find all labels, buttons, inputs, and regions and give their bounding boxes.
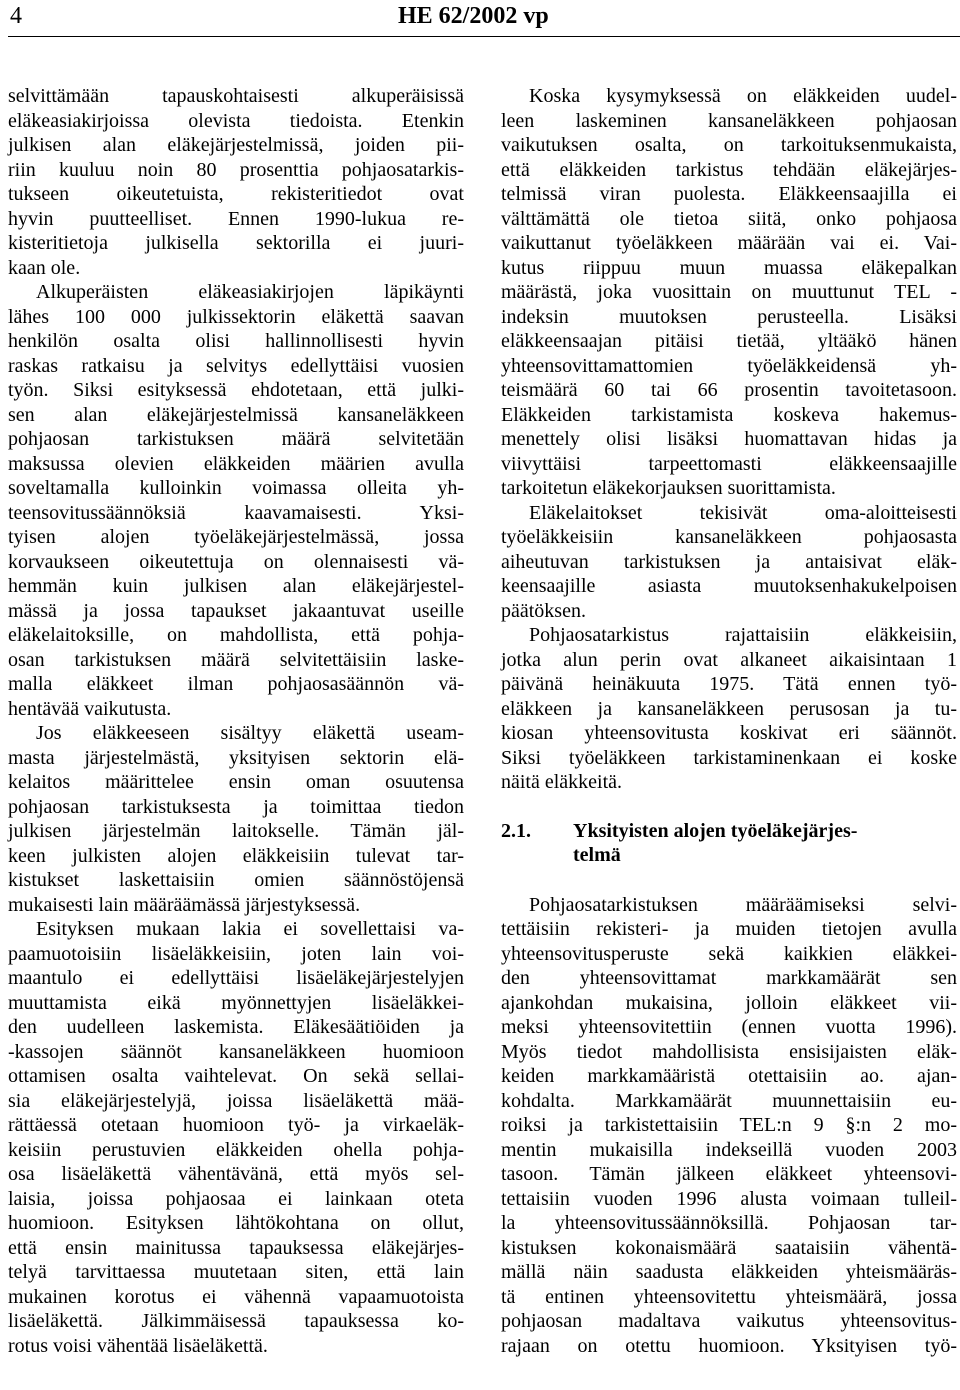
text-line: la yhteensovitussäännöksillä. Pohjaosan tar- <box>501 1212 957 1234</box>
text-line: vaikutuksen osalta, on tarkoituksenmukaista, <box>501 134 957 156</box>
text-line: lisäeläkettä. Jälkimmäisessä tapauksessa ko- <box>8 1310 464 1332</box>
text-line: teismäärä 60 tai 66 prosentin tavoitetasoon. <box>501 379 957 401</box>
text-line: henkilön osalta olisi hallinnollisesti hyvin <box>8 330 464 352</box>
text-line: raskas ratkaisu ja selvitys edellyttäisi vuosien <box>8 354 464 377</box>
text-line: pohjaosan madaltava vaikutus yhteensovitus- <box>501 1310 957 1332</box>
text-line: paamuotoisiin lisäeläkkeisiin, joten lain voi- <box>8 942 464 965</box>
text-line: tarkoitetun eläkekorjauksen suorittamista. <box>501 477 836 499</box>
text-line: keiden markkamääristä otettaisiin ao. ajan- <box>501 1065 957 1087</box>
text-line: telyä tarvittaessa muutetaan siten, että lain <box>8 1261 464 1283</box>
section-title-line: telmä <box>573 844 621 866</box>
text-line: malla eläkkeet ilman pohjaosasäännön vä- <box>8 673 464 695</box>
text-line: menettely olisi lisäksi huomattavan hidas ja <box>501 428 957 450</box>
text-line: Alkuperäisten eläkeasiakirjojen läpikäynti <box>36 281 464 303</box>
text-line: rajaan on otettu huomioon. Yksityisen työ- <box>501 1334 957 1357</box>
text-line: julkisen järjestelmän laitokselle. Tämän jäl- <box>8 820 464 842</box>
text-line: mässä ja jossa tapaukset jakaantuvat useille <box>8 599 464 622</box>
text-line: mällä näin saadusta eläkkeiden yhteismääräs- <box>501 1261 957 1283</box>
text-line: Eläkelaitokset tekisivät oma-aloitteisesti <box>529 501 957 524</box>
text-line: den uudelleen laskemista. Eläkesäätiöiden ja <box>8 1016 464 1038</box>
text-line: Pohjaosatarkistuksen määräämiseksi selvi- <box>529 893 957 916</box>
text-line: vaikuttanut työeläkkeen määrään vai ei. Vai- <box>501 232 957 254</box>
text-line: huomioon. Esityksen lähtökohtana on ollut, <box>8 1212 464 1234</box>
text-line: kelaitos määrittelee ensin oman osuutensa <box>8 771 464 793</box>
header-rule <box>8 36 960 37</box>
text-line: ajankohdan mukaisina, jolloin eläkkeet vii- <box>501 991 957 1014</box>
section-heading <box>501 819 957 868</box>
text-line: välttämättä ole tietoa siitä, onko pohjaosa <box>501 207 957 230</box>
text-line: meksi yhteensovitettiin (ennen vuotta 1996). <box>501 1016 957 1038</box>
text-line: työn. Siksi esityksessä ehdotetaan, että julki- <box>8 379 464 401</box>
text-line: telmissä viran puolesta. Eläkkeensaajilla ei <box>501 183 957 205</box>
text-line: tettäisiin rekisteri- ja muiden tietojen avulla <box>501 918 957 940</box>
text-line: että ensin mainitussa tapauksessa eläkejärjes- <box>8 1236 464 1259</box>
text-line: sen alan eläkejärjestelmissä kansaneläkkeen <box>8 403 464 426</box>
text-line: päätöksen. <box>501 599 586 622</box>
text-line: Esityksen mukaan lakia ei sovellettaisi va- <box>36 918 464 940</box>
right-column <box>501 84 957 1358</box>
text-line: rotus voisi vähentää lisäeläkettä. <box>8 1334 268 1357</box>
section-paragraphs <box>501 893 957 1359</box>
text-line: päivänä heinäkuuta 1975. Tätä ennen työ- <box>501 673 957 695</box>
text-line: määrästä, joka vuosittain on muuttunut TEL - <box>501 281 957 303</box>
text-line: lähes 100 000 julkissektorin eläkettä saavan <box>8 305 464 328</box>
text-line: mentin mukaisilla indekseillä vuoden 2003 <box>501 1138 957 1161</box>
text-line: pohjaosan tarkistuksen määrä selvitetään <box>8 428 464 450</box>
text-line: maantulo ei edellyttäisi lisäeläkejärjestelyjen <box>8 967 464 989</box>
text-line: laisia, joissa pohjaosaa ei lainkaan oteta <box>8 1187 464 1210</box>
text-line: kistukset laskettaisiin omien säännöstöjensä <box>8 869 464 891</box>
text-line: selvittämään tapauskohtaisesti alkuperäisissä <box>8 85 464 107</box>
text-line: Pohjaosatarkistus rajattaisiin eläkkeisiin, <box>529 624 957 646</box>
text-line: sia eläkejärjestelyjä, joissa lisäeläkettä mää- <box>8 1089 464 1112</box>
text-line: julkisen alan eläkejärjestelmissä, joiden pii- <box>8 134 464 156</box>
text-line: Siksi työeläkkeen tarkistaminenkaan ei koske <box>501 746 957 769</box>
text-line: yhteensovittamattomien työeläkkeidensä yh- <box>501 354 957 377</box>
text-line: leen laskeminen kansaneläkkeen pohjaosan <box>501 109 957 132</box>
page-header <box>0 0 960 40</box>
text-line: tä entinen yhteensovitettu yhteismäärä, jossa <box>501 1285 957 1308</box>
text-line: Jos eläkkeeseen sisältyy eläkettä useam- <box>36 722 464 744</box>
text-line: eläkkeen ja kansaneläkkeen perusosan ja tu- <box>501 697 957 720</box>
text-line: eläkkeensaajan pitäisi tietää, yltääkö hänen <box>501 330 957 352</box>
text-line: kohdalta. Markkamäärät muunnettaisiin eu- <box>501 1089 957 1112</box>
text-line: indeksin muutoksen perusteella. Lisäksi <box>501 305 957 328</box>
section-spacer-top <box>501 795 957 819</box>
text-line: tettaisiin vuoden 1996 alusta voimaan tulleil- <box>501 1187 957 1210</box>
text-line: keen julkisten alojen eläkkeisiin tulevat tar- <box>8 844 464 867</box>
text-line: riin kuuluu noin 80 prosenttia pohjaosatarkis- <box>8 158 464 181</box>
text-line: kisteritietoja julkisella sektorilla ei juuri- <box>8 232 464 254</box>
text-line: tyisen alojen työeläkejärjestelmässä, jossa <box>8 526 464 548</box>
text-line: eläkelaitoksille, on mahdollista, että pohja- <box>8 624 464 646</box>
text-line: hyvin puutteelliset. Ennen 1990-lukua re- <box>8 207 464 230</box>
section-title <box>573 819 953 868</box>
text-line: Eläkkeiden tarkistamista koskeva hakemus- <box>501 403 957 426</box>
text-line: mukaisesti lain määräämässä järjestyksessä. <box>8 893 361 916</box>
section-number: 2.1. <box>501 819 531 842</box>
text-line: maksussa olevien eläkkeiden määrien avulla <box>8 452 464 475</box>
text-line: kaan ole. <box>8 256 81 279</box>
text-line: Myös tiedot mahdollisista ensisijaisten eläk- <box>501 1040 957 1063</box>
text-line: den yhteensovittamat markkamäärät sen <box>501 967 957 989</box>
left-column <box>8 84 464 1358</box>
text-line: osa lisäeläkettä vähentävänä, että myös sel- <box>8 1163 464 1185</box>
text-line: eläkeasiakirjoissa olevista tiedoista. Etenkin <box>8 109 464 132</box>
text-line: tasoon. Tämän jälkeen eläkkeet yhteensovi- <box>501 1163 957 1185</box>
text-line: Koska kysymyksessä on eläkkeiden uudel- <box>529 85 957 107</box>
text-line: aiheutuvan tarkistuksen ja antaisivat eläk- <box>501 550 957 573</box>
text-line: teensovitussäännöksiä kaavamaisesti. Yksi- <box>8 501 464 524</box>
right-column-paragraphs <box>501 84 957 795</box>
text-line: muuttamista eikä myönnettyjen lisäeläkkei- <box>8 991 464 1014</box>
text-line: kutus riippuu muun muassa eläkepalkan <box>501 256 957 279</box>
section-spacer-bottom <box>501 868 957 893</box>
text-line: tukseen oikeutetuista, rekisteritiedot ovat <box>8 183 464 205</box>
text-line: -kassojen säännöt kansaneläkkeen huomioon <box>8 1040 464 1063</box>
text-line: ottamisen osalta vaihtelevat. On sekä sellai- <box>8 1065 464 1087</box>
text-line: osan tarkistuksen määrä selvitettäisiin laske- <box>8 648 464 671</box>
text-line: keisiin perustuvien eläkkeiden ohella pohja- <box>8 1138 464 1161</box>
text-line: näitä eläkkeitä. <box>501 771 623 793</box>
document-id: HE 62/2002 vp <box>398 3 549 29</box>
text-line: korvaukseen oikeutettuja on olennaisesti vä- <box>8 550 464 573</box>
text-line: kistuksen kokonaismäärä saataisiin vähentä- <box>501 1236 957 1259</box>
text-line: kiosan yhteensovitusta koskivat eri säännöt. <box>501 722 957 744</box>
text-line: että eläkkeiden tarkistus tehdään eläkejärjes- <box>501 158 957 181</box>
text-line: työeläkkeisiin kansaneläkkeen pohjaosasta <box>501 526 957 548</box>
text-line: pohjaosan tarkistuksesta ja toimittaa tiedon <box>8 795 464 818</box>
text-line: yhteensovitusperuste sekä kaikkien eläkkei- <box>501 942 957 965</box>
text-line: masta järjestelmästä, yksityisen sektorin elä- <box>8 746 464 769</box>
text-line: soveltamalla kulloinkin voimassa olleita yh- <box>8 477 464 499</box>
text-line: roiksi ja tarkistettaisiin TEL:n 9 §:n 2 mo- <box>501 1114 957 1136</box>
section-title-line: Yksityisten alojen työeläkejärjes- <box>573 819 858 842</box>
text-line: mukainen korotus ei vähennä vapaamuotoista <box>8 1285 464 1308</box>
text-line: rättäessä otetaan huomioon työ- ja virkaeläk- <box>8 1114 464 1136</box>
text-line: hentävää vaikutusta. <box>8 697 172 720</box>
text-line: viivyttäisi tarpeettomasti eläkkeensaajille <box>501 452 957 475</box>
text-line: jotka alun perin ovat alkaneet aikaisintaan 1 <box>501 648 957 671</box>
text-line: hemmän kuin julkisen alan eläkejärjestel- <box>8 575 464 597</box>
text-line: keensaajille asiasta muutoksenhakukelpoisen <box>501 575 957 597</box>
page-number: 4 <box>10 3 22 29</box>
